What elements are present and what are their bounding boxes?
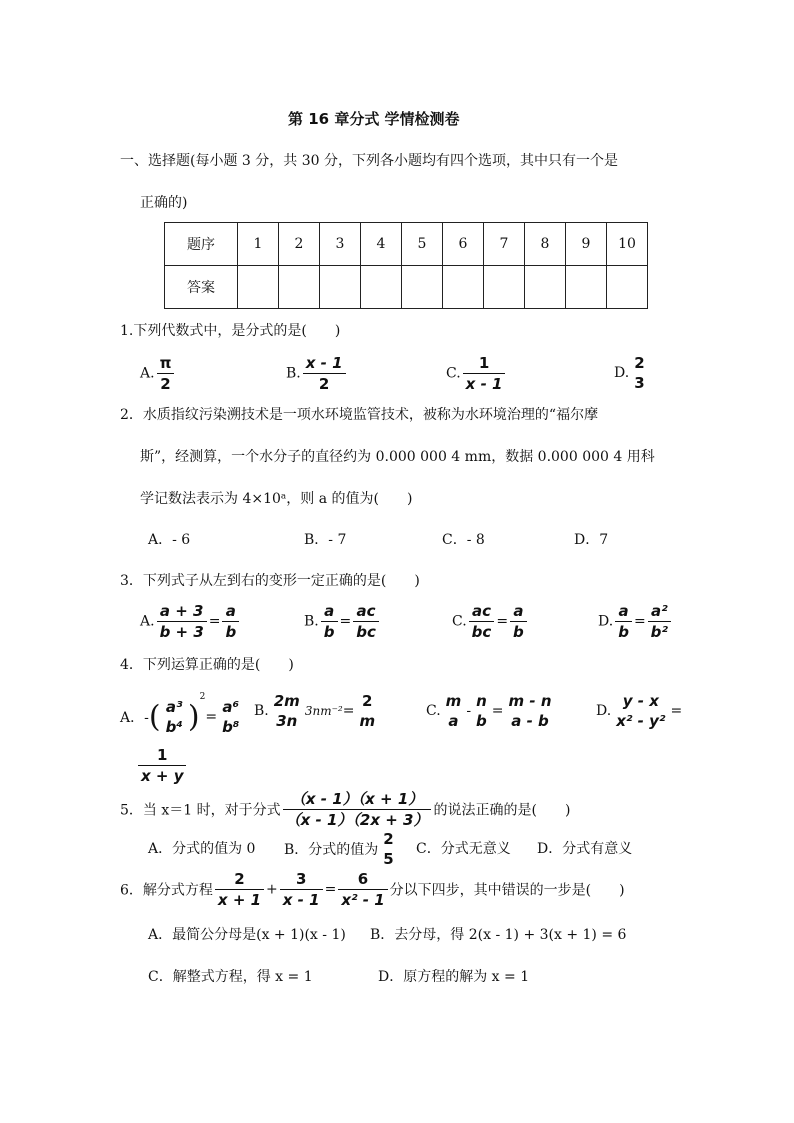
denominator: x - 1: [282, 891, 320, 909]
q5-option-b-text: B．分式的值为: [284, 842, 379, 858]
fraction: [222, 602, 239, 641]
question-2-line1: 2．水质指纹污染溯技术是一项水环境监管技术，被称为水环境治理的“福尔摩: [120, 407, 599, 423]
question-2-line2: 斯”，经测算，一个水分子的直径约为 0.000 000 4 mm，数据 0.000 000 4 用科: [140, 449, 655, 465]
numerator: 1: [138, 746, 186, 766]
option-label: A.: [140, 365, 155, 382]
answer-table-header-row: [165, 223, 648, 266]
denominator: b⁴: [165, 718, 183, 736]
q6-stem-post: 分以下四步，其中错误的一步是( ): [389, 882, 625, 899]
option-label: C.: [446, 365, 461, 382]
numerator: a: [615, 602, 632, 622]
denominator: b²: [650, 623, 668, 641]
numerator: a³: [165, 698, 183, 716]
numerator: a + 3: [157, 602, 207, 622]
equals-sign: =: [633, 613, 646, 630]
denominator: x² - y²: [616, 712, 666, 730]
numerator: x - 1: [303, 354, 346, 374]
numerator: 2m: [273, 692, 300, 710]
fraction: [303, 354, 346, 393]
q2-option-b: B．- 7: [304, 532, 347, 548]
numerator: y - x: [622, 692, 659, 710]
numerator: （x - 1）（x + 1）: [283, 790, 432, 810]
denominator: 3n: [276, 712, 298, 730]
option-label: A.: [140, 613, 155, 630]
q3-option-a: [140, 602, 241, 641]
denominator: b⁸: [222, 718, 240, 736]
equals-sign: =: [205, 709, 218, 725]
numerator: m - n: [508, 692, 552, 710]
q1-option-d: [614, 354, 650, 392]
equals-sign: =: [491, 703, 504, 719]
table-answer-label: 答案: [165, 266, 238, 309]
answer-cell[interactable]: [279, 266, 320, 309]
fraction: [463, 354, 506, 393]
equals-sign: =: [339, 613, 352, 630]
denominator: a - b: [511, 712, 549, 730]
fraction: [380, 830, 396, 868]
answer-cell[interactable]: [402, 266, 443, 309]
answer-table: [164, 222, 648, 309]
numerator: a: [321, 602, 338, 622]
exponent: 2: [199, 692, 206, 702]
denominator: 2: [160, 375, 171, 393]
answer-cell[interactable]: [238, 266, 279, 309]
numerator: a: [222, 602, 239, 622]
fraction: [356, 692, 378, 730]
left-paren: (: [148, 699, 161, 735]
section-heading-cont: 正确的): [140, 195, 188, 211]
q5-option-d: D．分式有意义: [537, 841, 633, 857]
question-6-stem: [120, 870, 625, 909]
equals-sign: =: [342, 703, 355, 719]
table-number: 10: [607, 223, 648, 266]
answer-table-answer-row: [165, 266, 648, 309]
option-label: D.: [598, 613, 614, 630]
fraction: [353, 602, 379, 641]
numerator: 6: [338, 870, 387, 890]
q5-stem-post: 的说法正确的是( ): [433, 802, 571, 819]
denominator: b: [513, 623, 524, 641]
table-number: 8: [525, 223, 566, 266]
denominator: 3: [634, 374, 645, 392]
denominator: b + 3: [159, 623, 204, 641]
fraction: [473, 692, 490, 730]
section-heading: 一、选择题(每小题 3 分，共 30 分，下列各小题均有四个选项，其中只有一个是: [120, 153, 618, 169]
fraction: [219, 698, 242, 736]
denominator: （x - 1）（2x + 3）: [285, 811, 429, 829]
q2-option-a: A．- 6: [148, 532, 191, 548]
fraction: [157, 354, 175, 393]
fraction: [615, 602, 632, 641]
numerator: m: [445, 692, 462, 710]
q4-option-d-continued: [136, 746, 188, 785]
table-header-label: 题序: [165, 223, 238, 266]
option-label: C.: [452, 613, 467, 630]
answer-cell[interactable]: [484, 266, 525, 309]
q5-stem-pre: 5．当 x＝1 时，对于分式: [120, 802, 281, 819]
equals-sign: =: [324, 881, 337, 898]
option-label: B.: [286, 365, 301, 382]
minus-sign: -: [466, 703, 472, 719]
q3-option-c: [452, 602, 529, 641]
q1-option-c: [446, 354, 507, 393]
table-number: 6: [443, 223, 484, 266]
right-paren: ): [187, 699, 200, 735]
q6-option-d: D．原方程的解为 x = 1: [378, 969, 530, 985]
option-label: B.: [254, 703, 269, 719]
q6-option-b: B．去分母，得 2(x - 1) + 3(x + 1) = 6: [370, 927, 627, 943]
equals-sign: =: [496, 613, 509, 630]
q3-option-d: [598, 602, 673, 641]
denominator: b: [476, 712, 487, 730]
q6-stem-pre: 6．解分式方程: [120, 882, 213, 899]
fraction: [321, 602, 338, 641]
fraction: [215, 870, 264, 909]
option-label: D.: [596, 703, 612, 719]
equals-sign: =: [670, 703, 683, 719]
fraction: [648, 602, 671, 641]
numerator: 2: [215, 870, 264, 890]
q6-option-c: C．解整式方程，得 x = 1: [148, 969, 313, 985]
table-number: 9: [566, 223, 607, 266]
numerator: 3: [280, 870, 323, 890]
answer-cell[interactable]: [443, 266, 484, 309]
question-4-stem: 4．下列运算正确的是( ): [120, 657, 294, 673]
answer-cell[interactable]: [361, 266, 402, 309]
q6-option-a: A．最简公分母是(x + 1)(x - 1): [148, 927, 346, 943]
denominator: m: [359, 712, 376, 730]
numerator: 2: [383, 830, 394, 848]
fraction: [271, 692, 303, 730]
answer-cell[interactable]: [566, 266, 607, 309]
denominator: 5: [383, 850, 394, 868]
option-label: C.: [426, 703, 441, 719]
denominator: x + 1: [217, 891, 262, 909]
equals-sign: =: [208, 613, 221, 630]
fraction: [138, 746, 186, 785]
table-number: 2: [279, 223, 320, 266]
denominator: bc: [356, 623, 376, 641]
fraction: [506, 692, 555, 730]
denominator: b: [618, 623, 629, 641]
table-number: 7: [484, 223, 525, 266]
numerator: ac: [469, 602, 495, 622]
q5-option-a: A．分式的值为 0: [148, 841, 256, 857]
fraction: [283, 790, 432, 829]
q2-option-d: D．7: [574, 532, 609, 548]
q1-option-a: [140, 354, 176, 393]
question-2-line3: 学记数法表示为 4×10ᵃ，则 a 的值为( ): [140, 491, 413, 507]
fraction: [280, 870, 323, 909]
q5-option-b: [284, 830, 399, 868]
answer-cell[interactable]: [607, 266, 648, 309]
fraction: [510, 602, 527, 641]
numerator: n: [476, 692, 487, 710]
denominator: bc: [471, 623, 492, 641]
answer-cell[interactable]: [320, 266, 361, 309]
middle-term: 3nm⁻²: [304, 704, 343, 718]
numerator: 1: [463, 354, 506, 374]
fraction: [443, 692, 465, 730]
page-title: 第 16 章分式 学情检测卷: [288, 110, 460, 128]
option-label: B.: [304, 613, 319, 630]
denominator: x - 1: [465, 375, 503, 393]
numerator: a²: [648, 602, 671, 622]
fraction: [157, 602, 207, 641]
table-number: 1: [238, 223, 279, 266]
answer-cell[interactable]: [525, 266, 566, 309]
denominator: x² - 1: [341, 891, 385, 909]
option-label: D.: [614, 365, 630, 381]
numerator: ac: [353, 602, 379, 622]
denominator: b: [323, 623, 335, 641]
question-1-stem: 1.下列代数式中，是分式的是( ): [120, 323, 341, 339]
denominator: 2: [318, 375, 330, 393]
q2-option-c: C．- 8: [442, 532, 485, 548]
fraction: [338, 870, 387, 909]
q3-option-b: [304, 602, 381, 641]
question-5-stem: [120, 790, 570, 829]
table-number: 4: [361, 223, 402, 266]
q1-option-b: [286, 354, 348, 393]
table-number: 3: [320, 223, 361, 266]
table-number: 5: [402, 223, 443, 266]
numerator: 2: [634, 354, 645, 372]
denominator: a: [448, 712, 459, 730]
denominator: b: [225, 623, 237, 641]
denominator: x + y: [141, 767, 184, 785]
numerator: π: [157, 354, 175, 374]
q4-option-d: [596, 692, 682, 730]
fraction: [613, 692, 668, 730]
q4-option-a: [120, 692, 244, 736]
numerator: 2: [362, 692, 373, 710]
numerator: a⁶: [222, 698, 240, 716]
q4-option-b: [254, 692, 380, 730]
fraction: [163, 698, 186, 736]
fraction: [631, 354, 647, 392]
plus-sign: +: [266, 881, 278, 898]
q5-option-c: C．分式无意义: [416, 841, 511, 857]
question-3-stem: 3．下列式子从左到右的变形一定正确的是( ): [120, 573, 420, 589]
q4-option-c: [426, 692, 557, 730]
fraction: [469, 602, 495, 641]
option-label: A．-: [120, 710, 149, 726]
numerator: a: [510, 602, 527, 622]
